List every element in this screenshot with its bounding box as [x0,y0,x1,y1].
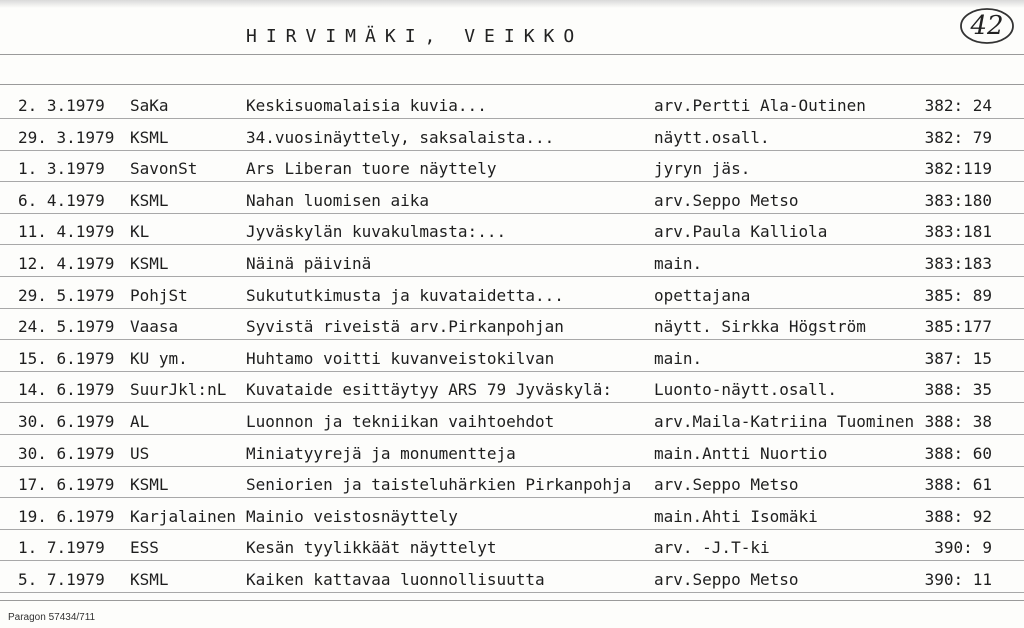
archive-number [958,6,1016,46]
print-code: Paragon 57434/711 [8,612,96,623]
table-row [0,120,1024,151]
entry-ref: 390: 9 [934,538,992,558]
entry-ref: 388: 35 [924,380,992,400]
entry-role: näytt.osall. [654,127,770,147]
entry-date: 30. 6.1979 [18,412,115,431]
entry-date: 6. 4.1979 [18,190,105,210]
entry-source: KSML [130,254,169,273]
entry-title: Huhtamo voitti kuvanveistokilvan [246,348,555,368]
entry-role: arv.Paula Kalliola [654,222,828,242]
entry-title: Kesän tyylikkäät näyttelyt [246,538,497,558]
table-row [0,341,1024,372]
row-rule [0,592,1024,593]
entry-title: Luonnon ja tekniikan vaihtoehdot [246,412,555,431]
entry-title: Keskisuomalaisia kuvia... [246,96,487,115]
entry-ref: 385:177 [924,317,992,337]
table-row [0,436,1024,467]
entry-source: KSML [130,127,169,147]
header-rule [0,54,1024,55]
entry-role: main. [654,348,703,368]
top-edge [0,0,1024,8]
entry-title: Näinä päivinä [246,254,372,273]
card-heading: HIRVIMÄKI, VEIKKO [246,26,584,47]
entry-role: jyryn jäs. [654,159,751,179]
entry-source: KSML [130,570,169,589]
table-row [0,214,1024,245]
entry-source: KSML [130,475,169,495]
entry-date: 14. 6.1979 [18,380,115,400]
entry-ref: 388: 61 [924,475,992,495]
entry-role: arv.Seppo Metso [654,190,799,210]
entry-date: 29. 3.1979 [18,127,115,147]
entry-source: US [130,443,150,463]
entry-title: 34.vuosinäyttely, saksalaista... [246,127,555,147]
entry-date: 15. 6.1979 [18,348,115,368]
entry-role: arv. -J.T-ki [654,538,770,558]
table-row [0,562,1024,593]
table-row [0,183,1024,214]
header-rule-2 [0,84,1024,85]
table-row [0,499,1024,530]
table-row [0,404,1024,435]
entry-source: Karjalainen [130,506,236,526]
entry-source: AL [130,412,150,431]
entry-ref: 382:119 [924,159,992,179]
entry-ref: 387: 15 [924,348,992,368]
table-row [0,467,1024,498]
entry-ref: 388: 92 [924,506,992,526]
table-row [0,88,1024,119]
entry-date: 12. 4.1979 [18,254,115,273]
entry-source: SaKa [130,96,169,115]
entry-role: main.Antti Nuortio [654,443,828,463]
entry-title: Jyväskylän kuvakulmasta:... [246,222,507,242]
entry-title: Seniorien ja taisteluhärkien Pirkanpohja [246,475,632,495]
entry-source: SuurJkl:nL [130,380,227,400]
entry-source: SavonSt [130,159,198,179]
entry-date: 19. 6.1979 [18,506,115,526]
entry-ref: 388: 38 [924,412,992,431]
entry-ref: 382: 24 [924,96,992,115]
entry-title: Syvistä riveistä arv.Pirkanpohjan [246,317,564,337]
entry-title: Miniatyyrejä ja monumentteja [246,443,516,463]
entry-date: 11. 4.1979 [18,222,115,242]
entry-source: ESS [130,538,159,558]
entry-date: 2. 3.1979 [18,96,105,115]
entry-date: 17. 6.1979 [18,475,115,495]
entry-ref: 382: 79 [924,127,992,147]
entry-title: Sukututkimusta ja kuvataidetta... [246,285,564,305]
entry-role: Luonto-näytt.osall. [654,380,838,400]
entry-ref: 383:180 [924,190,992,210]
bottom-rule [0,600,1024,601]
table-row [0,151,1024,182]
entry-ref: 388: 60 [924,443,992,463]
entry-role: main. [654,254,703,273]
entry-date: 29. 5.1979 [18,285,115,305]
entry-title: Kaiken kattavaa luonnollisuutta [246,570,545,589]
entry-date: 1. 3.1979 [18,159,105,179]
entry-role: arv.Maila-Katriina Tuominen [654,412,915,431]
entry-ref: 383:183 [924,254,992,273]
entry-date: 24. 5.1979 [18,317,115,337]
entry-ref: 385: 89 [924,285,992,305]
entry-source: Vaasa [130,317,179,337]
entry-title: Mainio veistosnäyttely [246,506,458,526]
entry-title: Ars Liberan tuore näyttely [246,159,497,179]
entry-ref: 383:181 [924,222,992,242]
entry-source: KSML [130,190,169,210]
entry-role: arv.Pertti Ala-Outinen [654,96,866,115]
entry-ref: 390: 11 [924,570,992,589]
entry-role: arv.Seppo Metso [654,570,799,589]
entry-source: KU ym. [130,348,188,368]
entry-role: arv.Seppo Metso [654,475,799,495]
archive-number-text: 42 [970,11,1004,41]
table-row [0,530,1024,561]
entry-title: Kuvataide esittäytyy ARS 79 Jyväskylä: [246,380,613,400]
entry-date: 30. 6.1979 [18,443,115,463]
entry-title: Nahan luomisen aika [246,190,430,210]
table-row [0,309,1024,340]
entry-role: opettajana [654,285,751,305]
table-row [0,246,1024,277]
table-row [0,372,1024,403]
entry-role: näytt. Sirkka Högström [654,317,866,337]
table-row [0,278,1024,309]
entry-role: main.Ahti Isomäki [654,506,818,526]
entry-source: PohjSt [130,285,188,305]
entry-date: 1. 7.1979 [18,538,105,558]
entry-source: KL [130,222,150,242]
entry-date: 5. 7.1979 [18,570,105,589]
